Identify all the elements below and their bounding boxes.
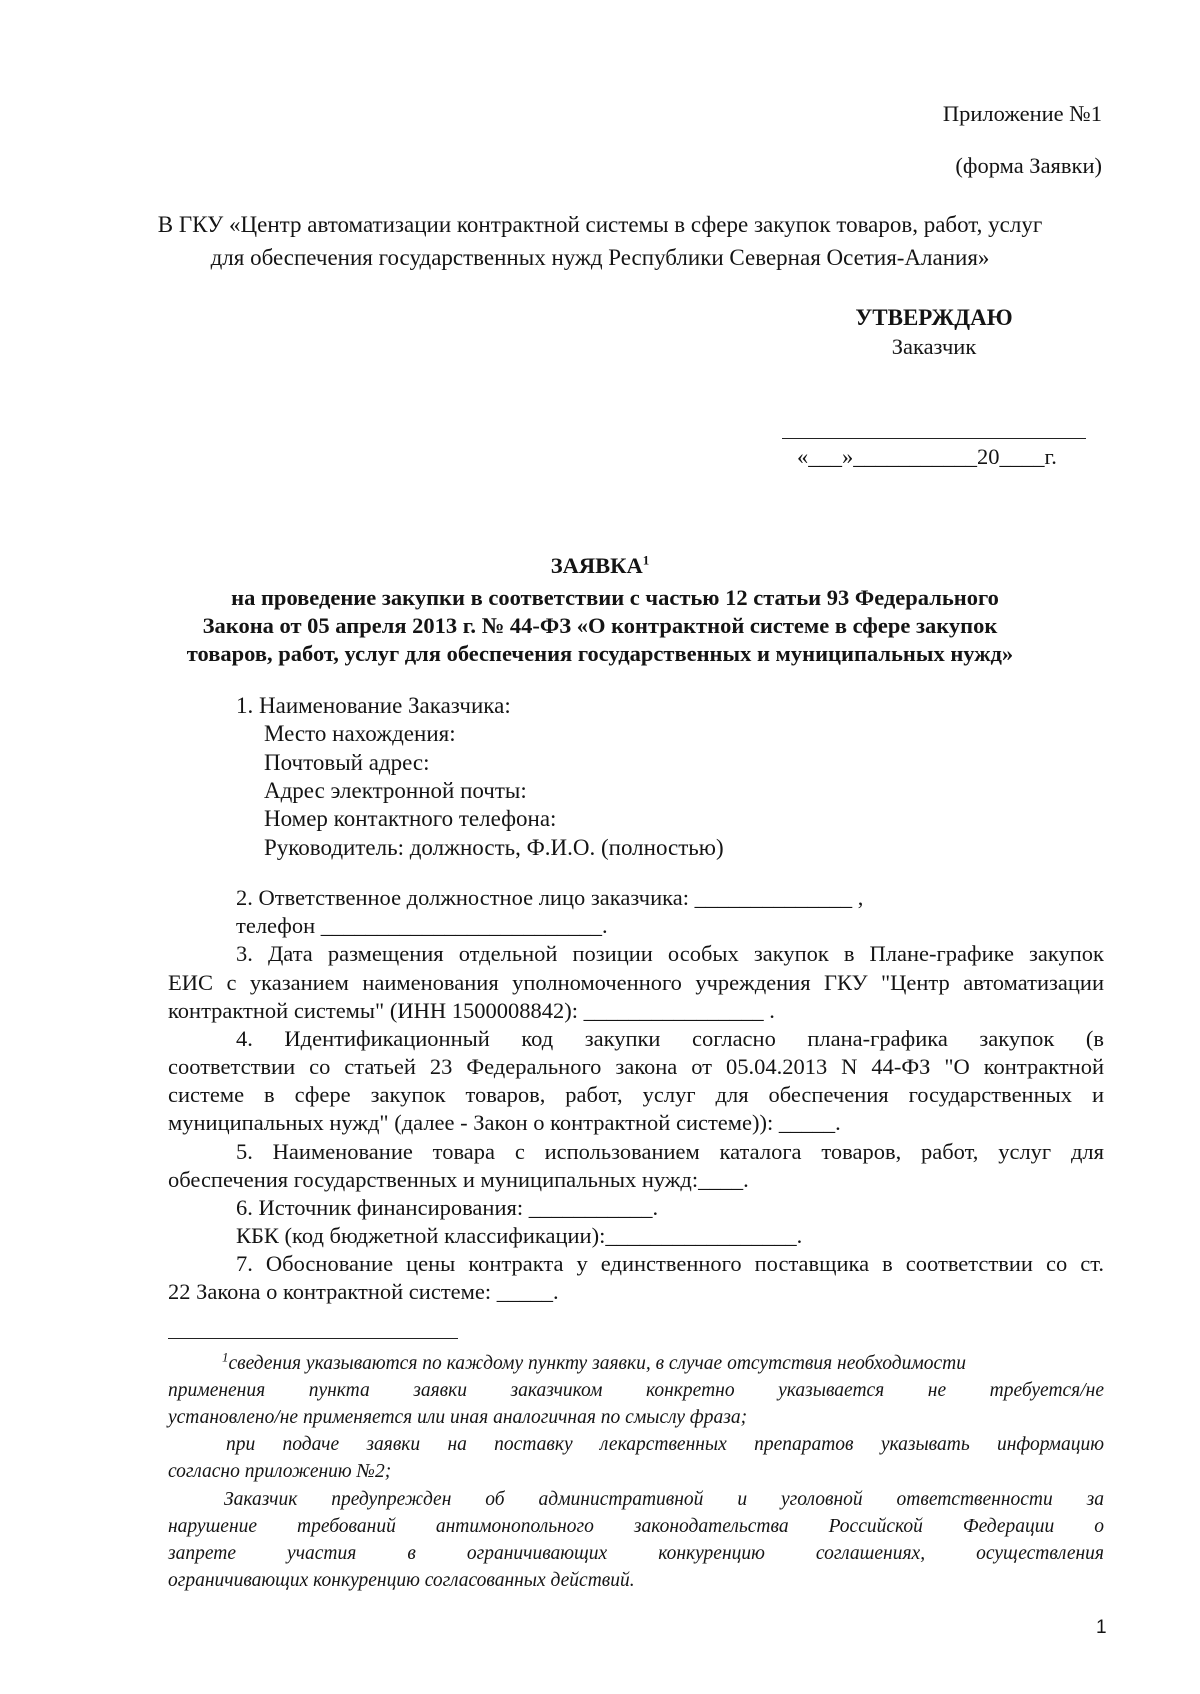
section3-line-3: контрактной системы" (ИНН 1500008842): ________________ . (168, 998, 775, 1023)
section1-postal: Почтовый адрес: (264, 750, 430, 775)
footnote-3-line-3: запрете участия в ограничивающих конкуренцию соглашениях, осуществления (168, 1543, 1104, 1564)
section1-email: Адрес электронной почты: (264, 778, 527, 803)
section5-line-2: обеспечения государственных и муниципальных нужд:____. (168, 1167, 749, 1192)
section3-line-1: 3. Дата размещения отдельной позиции особых закупок в Плане-графике закупок (236, 941, 1104, 966)
document-title (0, 552, 1200, 580)
addressee-line-1: В ГКУ «Центр автоматизации контрактной системы в сфере закупок товаров, работ, услуг (157, 212, 1043, 237)
page-number: 1 (1096, 1617, 1107, 1638)
footnote-mark: 1 (222, 1349, 229, 1365)
section4-line-1: 4. Идентификационный код закупки согласно плана-графика закупок (в (236, 1026, 1104, 1051)
title-footnote-mark: 1 (642, 552, 650, 568)
form-label: (форма Заявки) (955, 153, 1102, 178)
section2-line-1: 2. Ответственное должностное лицо заказчика: ______________ , (236, 885, 864, 910)
addressee-line-2: для обеспечения государственных нужд Республики Северная Осетия-Алания» (210, 245, 990, 270)
title-text: ЗАЯВКА (550, 553, 643, 578)
title-line-3: товаров, работ, услуг для обеспечения государственных и муниципальных нужд» (186, 641, 1014, 666)
section1-phone: Номер контактного телефона: (264, 806, 557, 831)
title-line-2: Закона от 05 апреля 2013 г. № 44-ФЗ «О контрактной системе в сфере закупок (202, 613, 998, 638)
footnote-3-line-1: Заказчик предупрежден об административной и уголовной ответственности за (224, 1489, 1104, 1510)
footnote-1-line-2: применения пункта заявки заказчиком конкретно указывается не требуется/не (168, 1380, 1104, 1401)
signature-line (782, 438, 1086, 439)
footnote-3-line-2: нарушение требований антимонопольного законодательства Российской Федерации о (168, 1516, 1104, 1537)
footnote-separator (168, 1338, 458, 1339)
footnote-2-line-1: при подаче заявки на поставку лекарственных препаратов указывать информацию (226, 1434, 1104, 1455)
customer-label: Заказчик (891, 334, 977, 359)
footnote-1-line-1 (222, 1350, 1104, 1377)
footnote-1-text: сведения указываются по каждому пункту заявки, в случае отсутствия необходимости (228, 1353, 966, 1374)
footnote-1-line-3: установлено/не применяется или иная аналогичная по смыслу фраза; (168, 1407, 748, 1428)
section6-line-2: КБК (код бюджетной классификации):_________________. (236, 1223, 803, 1248)
section7-line-1: 7. Обоснование цены контракта у единственного поставщика в соответствии со ст. (236, 1251, 1104, 1276)
section3-line-2: ЕИС с указанием наименования уполномоченного учреждения ГКУ "Центр автоматизации (168, 970, 1104, 995)
section2-line-2: телефон _________________________. (236, 913, 608, 938)
section1-title: 1. Наименование Заказчика: (236, 693, 511, 718)
section5-line-1: 5. Наименование товара с использованием каталога товаров, работ, услуг для (236, 1139, 1104, 1164)
approval-date-line: «___»___________20____г. (797, 444, 1057, 469)
footnote-3-line-4: ограничивающих конкуренцию согласованных действий. (168, 1570, 635, 1591)
section4-line-3: системе в сфере закупок товаров, работ, услуг для обеспечения государственных и (168, 1082, 1104, 1107)
section4-line-2: соответствии со статьей 23 Федерального закона от 05.04.2013 N 44-ФЗ "О контрактной (168, 1054, 1104, 1079)
title-line-1: на проведение закупки в соответствии с частью 12 статьи 93 Федерального (231, 585, 999, 610)
section7-line-2: 22 Закона о контрактной системе: _____. (168, 1279, 559, 1304)
section4-line-4: муниципальных нужд" (далее - Закон о контрактной системе)): _____. (168, 1110, 841, 1135)
section1-location: Место нахождения: (264, 721, 456, 746)
section6-line-1: 6. Источник финансирования: ___________. (236, 1195, 659, 1220)
approve-heading: УТВЕРЖДАЮ (855, 305, 1013, 330)
appendix-label: Приложение №1 (942, 101, 1102, 126)
section1-head: Руководитель: должность, Ф.И.О. (полностью) (264, 835, 724, 860)
footnote-2-line-2: согласно приложению №2; (168, 1461, 392, 1482)
